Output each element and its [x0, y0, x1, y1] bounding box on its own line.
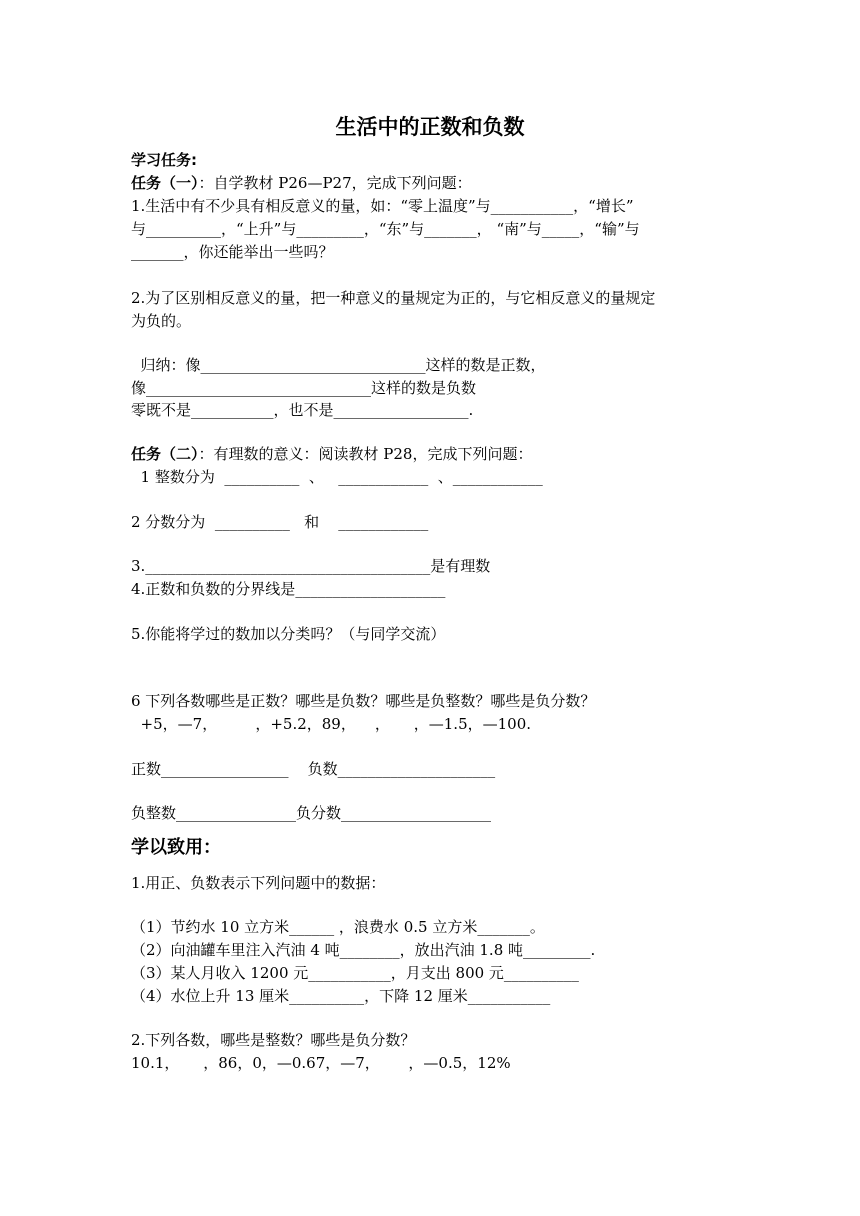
- summary-zero: 零既不是___________，也不是__________________.: [131, 401, 474, 419]
- apply-q2-line1: 2.下列各数，哪些是整数？哪些是负分数？: [131, 1031, 416, 1049]
- study-tasks-heading: 学习任务:: [131, 151, 197, 169]
- task1-q1-line1: 1.生活中有不少具有相反意义的量，如：“零上温度”与___________，“增长”: [131, 197, 634, 215]
- apply-q1-item: （3）某人月收入 1200 元___________，月支出 800 元__________: [131, 964, 579, 982]
- summary-positive: 归纳：像______________________________这样的数是正数，: [131, 356, 546, 374]
- task1-q1-line2: 与__________，“上升”与_________，“东”与_______， “南”与_____，“输”与: [131, 220, 640, 238]
- task1-line: [131, 173, 472, 193]
- task1-q2-line1: 2.为了区别相反意义的量，把一种意义的量规定为正的，与它相反意义的量规定: [131, 289, 656, 307]
- apply-q1-item: （4）水位上升 13 厘米__________，下降 12 厘米___________: [131, 987, 551, 1005]
- task1-intro: ：自学教材 P26—P27，完成下列问题：: [198, 174, 472, 192]
- task2-q2: 2 分数分为 __________ 和 ____________: [131, 513, 429, 531]
- apply-q1-intro: 1.用正、负数表示下列问题中的数据：: [131, 874, 386, 892]
- task2-q6-line4: 负整数________________负分数____________________: [131, 804, 492, 822]
- task1-q2-line2: 为负的。: [131, 312, 192, 330]
- apply-q1-item: （2）向油罐车里注入汽油 4 吨________，放出汽油 1.8 吨_________.: [131, 941, 596, 959]
- task2-q4: 4.正数和负数的分界线是____________________: [131, 580, 446, 598]
- page-title: 生活中的正数和负数: [335, 115, 525, 139]
- task2-q3: 3.______________________________________是有理数: [131, 557, 491, 575]
- task2-q6-line1: 6 下列各数哪些是正数？哪些是负数？哪些是负整数？哪些是负分数？: [131, 692, 596, 710]
- task2-q5: 5.你能将学过的数加以分类吗？（与同学交流）: [131, 625, 446, 643]
- task2-line: [131, 444, 532, 464]
- task1-heading: 任务（一）: [131, 174, 199, 192]
- task2-heading: 任务（二）: [131, 445, 199, 463]
- task2-intro: ：有理数的意义：阅读教材 P28，完成下列问题：: [198, 445, 533, 463]
- task2-q6-line3: 正数_________________ 负数_____________________: [131, 760, 496, 778]
- task2-q1: 1 整数分为 __________ 、 ____________ 、____________: [131, 468, 543, 486]
- apply-heading: 学以致用：: [131, 837, 221, 858]
- apply-q2-line2: 10.1， ，86，0，—0.67，—7， ，—0.5，12%: [131, 1054, 511, 1072]
- apply-q1-item: （1）节约水 10 立方米______ ，浪费水 0.5 立方米_______。: [131, 918, 545, 936]
- task2-q6-line2: +5，—7， ，+5.2，89， ， ，—1.5，—100.: [131, 715, 532, 733]
- summary-negative: 像______________________________这样的数是负数: [131, 379, 477, 397]
- task1-q1-line3: _______，你还能举出一些吗？: [131, 243, 334, 261]
